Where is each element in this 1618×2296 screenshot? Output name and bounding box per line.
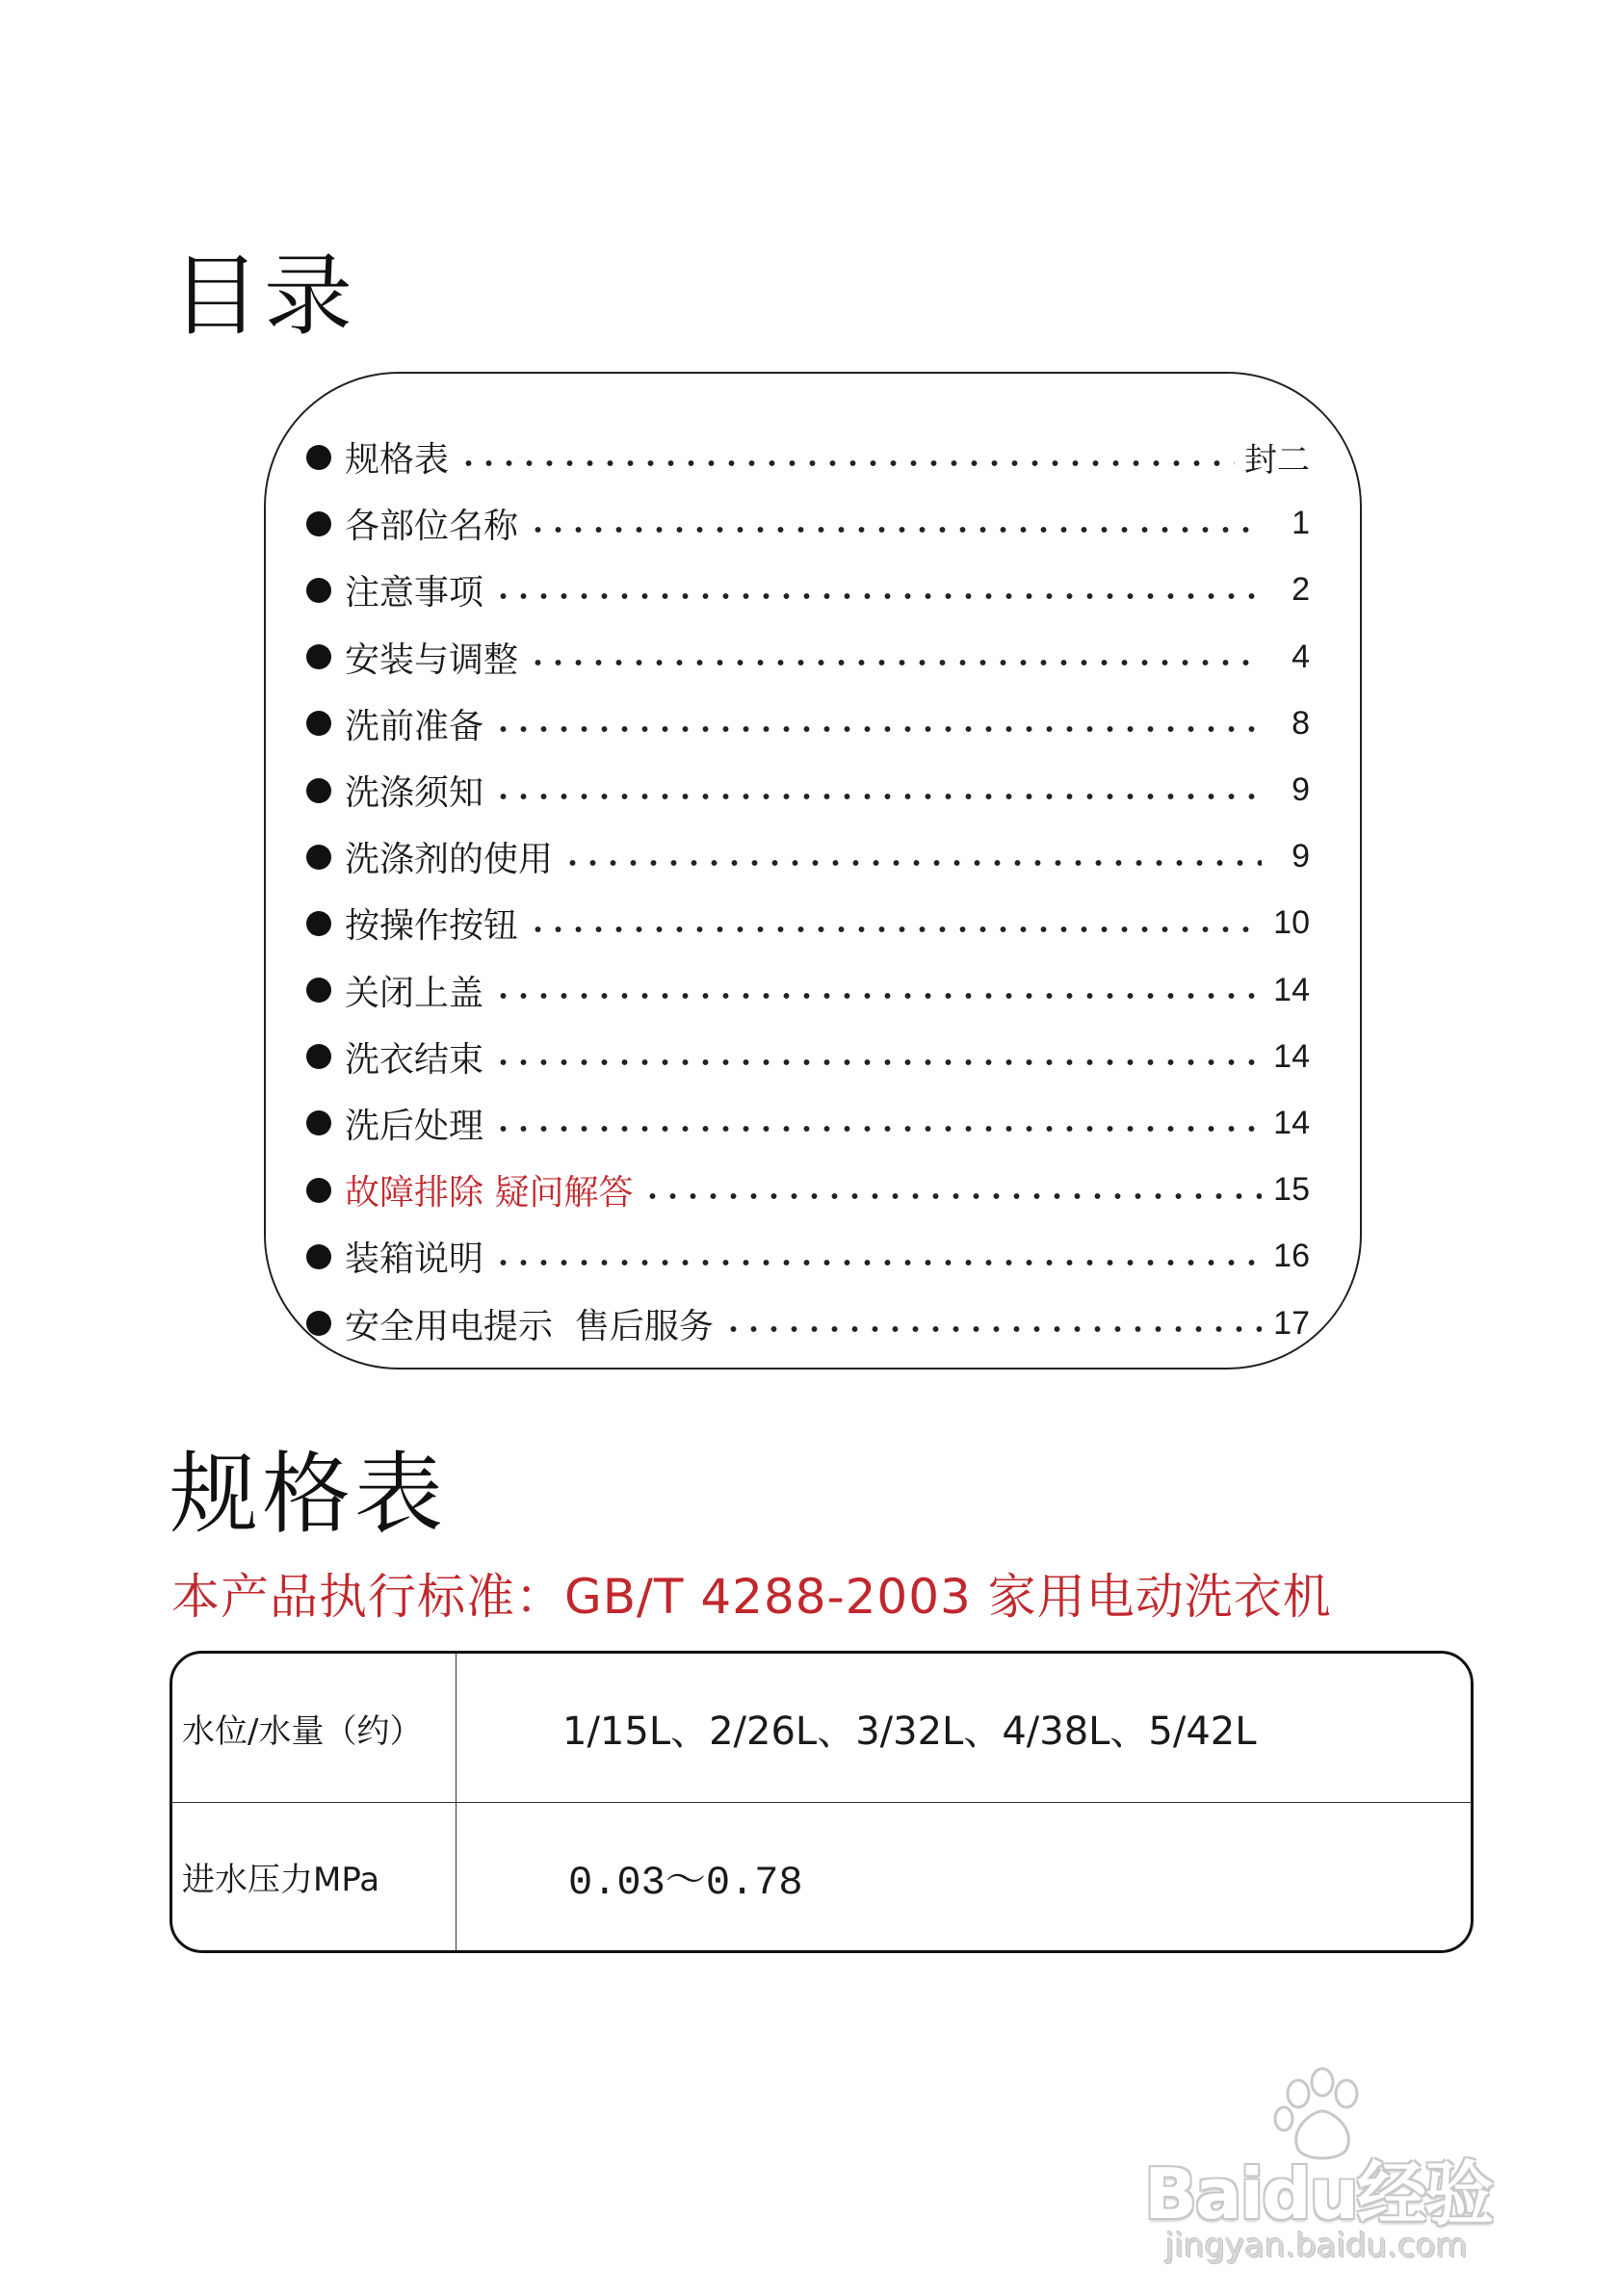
toc-item-page: 封二	[1244, 442, 1310, 480]
toc-item-page: 17	[1273, 1304, 1310, 1342]
bullet-icon	[306, 1311, 331, 1336]
bullet-icon	[306, 845, 331, 870]
toc-item-label: 故障排除 疑问解答	[345, 1173, 634, 1213]
bullet-icon	[306, 1044, 331, 1069]
toc-item-label: 注意事项	[345, 573, 484, 613]
toc-item[interactable]	[306, 624, 1310, 691]
toc-item[interactable]	[306, 424, 1310, 490]
dot-leader	[493, 993, 1262, 999]
dot-leader	[723, 1326, 1262, 1332]
spec-table	[170, 1651, 1474, 1953]
toc-item[interactable]	[306, 823, 1310, 890]
toc-item[interactable]	[306, 691, 1310, 757]
bullet-icon	[306, 1244, 331, 1269]
watermark-url: jingyan.baidu.com	[1165, 2227, 1468, 2265]
toc-item-label: 洗后处理	[345, 1106, 484, 1146]
toc-title: 目录	[171, 245, 357, 348]
toc-item[interactable]	[306, 757, 1310, 823]
toc-item-label: 洗涤剂的使用	[345, 840, 554, 880]
dot-leader	[493, 1260, 1262, 1265]
spec-value: 0.03～0.78	[568, 1859, 803, 1906]
dot-leader	[493, 726, 1262, 732]
dot-leader	[528, 926, 1262, 932]
bullet-icon	[306, 711, 331, 736]
toc-item[interactable]	[306, 1157, 1310, 1223]
toc-item[interactable]	[306, 957, 1310, 1024]
toc-item-page: 9	[1292, 838, 1310, 875]
bullet-icon	[306, 511, 331, 536]
toc-item[interactable]	[306, 1223, 1310, 1290]
toc-item-page: 2	[1292, 571, 1310, 609]
toc-item[interactable]	[306, 557, 1310, 623]
baidu-jingyan-watermark	[1144, 2061, 1549, 2265]
standard-statement: 本产品执行标准：GB/T 4288-2003 家用电动洗衣机	[171, 1569, 1332, 1625]
dot-leader	[528, 527, 1262, 533]
spec-value: 1/15L、2/26L、3/32L、4/38L、5/42L	[562, 1709, 1257, 1754]
toc-item-label: 安装与调整	[345, 639, 519, 680]
toc-item-page: 4	[1292, 638, 1310, 675]
dot-leader	[562, 860, 1262, 866]
bullet-icon	[306, 1110, 331, 1135]
bullet-icon	[306, 978, 331, 1003]
toc-item-label: 按操作按钮	[345, 906, 519, 947]
toc-item-page: 9	[1292, 771, 1310, 809]
bullet-icon	[306, 445, 331, 470]
toc-item[interactable]	[306, 1290, 1310, 1356]
toc-item[interactable]	[306, 890, 1310, 956]
dot-leader	[493, 1126, 1262, 1132]
toc-item-label: 各部位名称	[345, 507, 519, 547]
toc-list	[306, 424, 1310, 1357]
dot-leader	[493, 794, 1262, 799]
dot-leader	[458, 460, 1235, 466]
bullet-icon	[306, 578, 331, 603]
dot-leader	[642, 1193, 1262, 1199]
spec-title: 规格表	[170, 1443, 448, 1546]
spec-row-inlet-pressure	[172, 1803, 1471, 1950]
toc-item-label: 装箱说明	[345, 1239, 484, 1280]
bullet-icon	[306, 911, 331, 936]
toc-item-page: 16	[1273, 1238, 1310, 1275]
toc-item-page: 14	[1273, 1037, 1310, 1075]
bullet-icon	[306, 778, 331, 803]
toc-item-label: 关闭上盖	[345, 973, 484, 1013]
toc-item-label: 洗衣结束	[345, 1039, 484, 1080]
dot-leader	[528, 660, 1262, 665]
toc-item-label: 规格表	[345, 440, 450, 481]
toc-item-page: 10	[1273, 904, 1310, 942]
toc-item-label: 洗涤须知	[345, 773, 484, 814]
toc-item-label: 洗前准备	[345, 706, 484, 746]
bullet-icon	[306, 644, 331, 669]
dot-leader	[493, 593, 1262, 599]
spec-label: 进水压力MPa	[172, 1803, 457, 1950]
toc-item-label: 安全用电提示 售后服务	[345, 1306, 714, 1346]
toc-item[interactable]	[306, 1090, 1310, 1157]
toc-item[interactable]	[306, 490, 1310, 557]
watermark-logo: Baidu经验	[1144, 2153, 1492, 2234]
dot-leader	[493, 1059, 1262, 1065]
toc-item-page: 8	[1292, 704, 1310, 742]
bullet-icon	[306, 1178, 331, 1203]
toc-item-page: 1	[1292, 505, 1310, 542]
toc-item-page: 14	[1273, 971, 1310, 1008]
spec-label: 水位/水量（约）	[172, 1654, 457, 1802]
toc-item[interactable]	[306, 1024, 1310, 1090]
toc-item-page: 14	[1273, 1104, 1310, 1141]
spec-row-water-level	[172, 1654, 1471, 1803]
toc-item-page: 15	[1273, 1171, 1310, 1209]
